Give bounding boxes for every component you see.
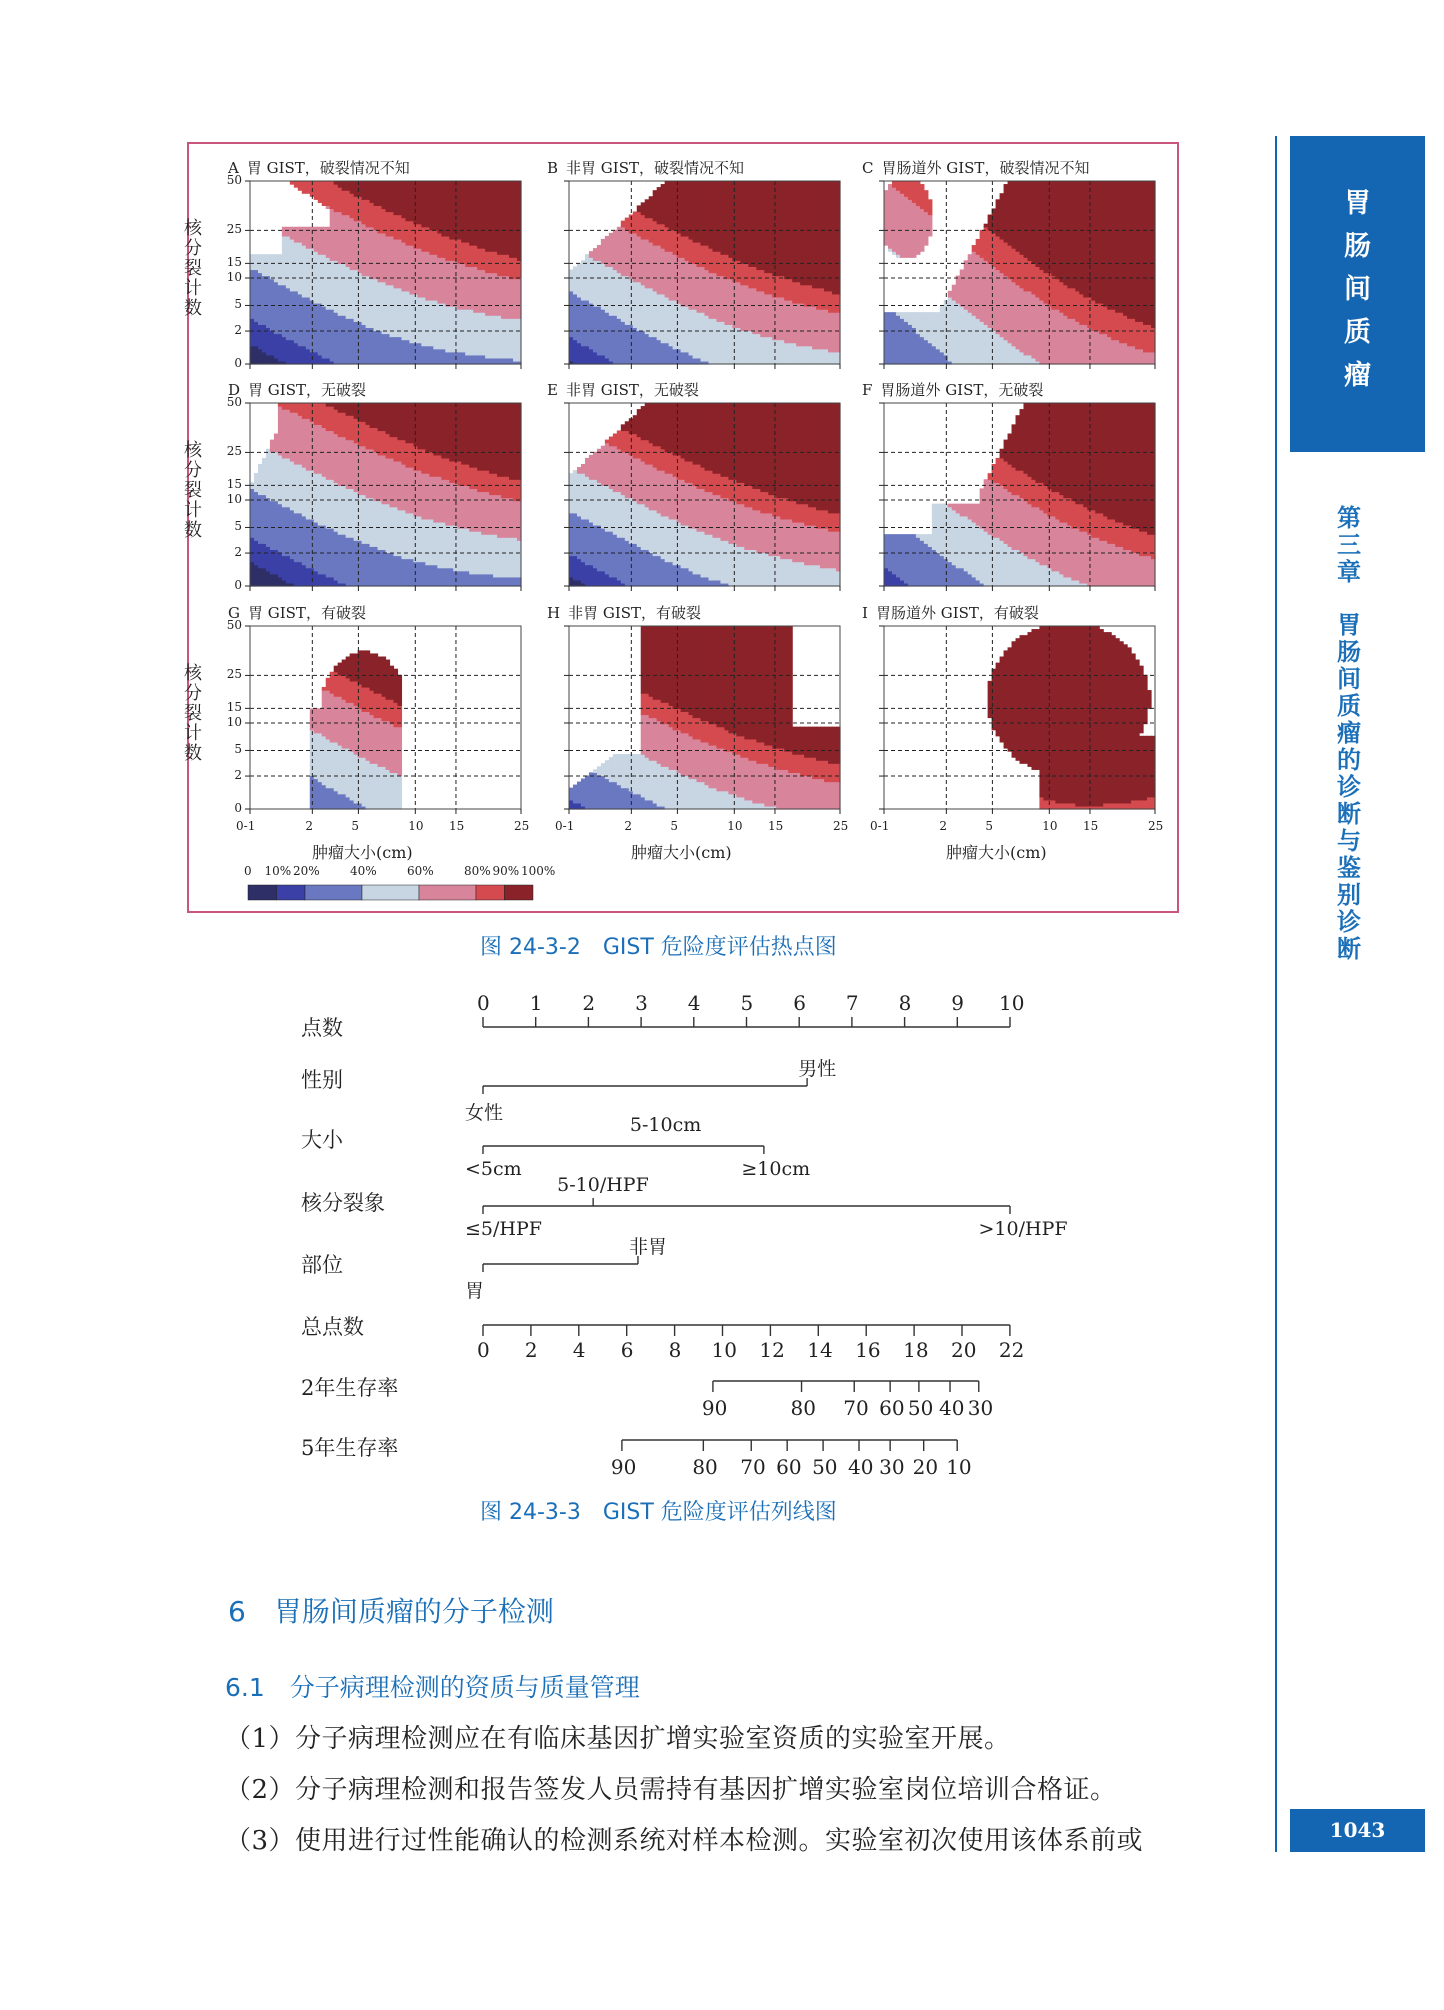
survival-tick-label: 10 bbox=[946, 1455, 972, 1479]
survival-tick-label: 30 bbox=[967, 1396, 994, 1420]
points-tick-label: 8 bbox=[898, 991, 912, 1015]
points-tick-label: 3 bbox=[635, 991, 648, 1015]
predictor-level-label: ≥10cm bbox=[741, 1158, 811, 1180]
points-tick-label: 2 bbox=[582, 991, 596, 1015]
panel-letter: B bbox=[547, 159, 559, 177]
total-points-tick-label: 10 bbox=[711, 1338, 737, 1362]
y-axis-label: 核分裂计数 bbox=[184, 440, 202, 541]
paragraph: （3）使用进行过性能确认的检测系统对样本检测。实验室初次使用该体系前或 bbox=[225, 1826, 1144, 1856]
y-tick-label: 5 bbox=[234, 519, 242, 534]
survival-tick-label: 80 bbox=[692, 1455, 718, 1479]
y-tick-label: 25 bbox=[226, 444, 242, 459]
legend-label: 20% bbox=[293, 864, 320, 878]
panel-letter: D bbox=[228, 381, 241, 399]
y-tick-label: 10 bbox=[226, 269, 242, 284]
x-axis-label: 肿瘤大小(cm) bbox=[631, 843, 732, 862]
y-tick-label: 0 bbox=[234, 356, 242, 370]
figure-caption-heatmap: 图 24-3-2 GIST 危险度评估热点图 bbox=[480, 935, 837, 960]
points-tick-label: 7 bbox=[845, 991, 859, 1015]
points-tick-label: 10 bbox=[999, 991, 1025, 1015]
total-points-tick-label: 8 bbox=[668, 1338, 682, 1362]
predictor-level-label: 胃 bbox=[465, 1280, 485, 1302]
y-tick-label: 50 bbox=[226, 173, 242, 187]
survival-tick-label: 60 bbox=[879, 1396, 905, 1420]
predictor-level-label: <5cm bbox=[465, 1158, 522, 1180]
legend-label: 100% bbox=[521, 864, 556, 878]
y-tick-label: 5 bbox=[234, 742, 242, 757]
panel-letter: H bbox=[547, 604, 561, 622]
section-heading: 6 胃肠间质瘤的分子检测 bbox=[228, 1595, 554, 1628]
panel-letter: F bbox=[862, 381, 873, 399]
x-tick-label: 0-1 bbox=[555, 819, 575, 833]
y-tick-label: 0 bbox=[234, 578, 242, 592]
part-title-char: 瘤 bbox=[1344, 360, 1371, 391]
x-tick-label: 25 bbox=[1148, 819, 1164, 833]
five-year-survival-label: 5年生存率 bbox=[301, 1436, 399, 1460]
legend-label: 90% bbox=[492, 864, 520, 878]
chapter-number: 第三章 bbox=[1337, 504, 1361, 586]
total-points-tick-label: 20 bbox=[951, 1338, 977, 1362]
part-title-box bbox=[1290, 136, 1425, 452]
y-tick-label: 10 bbox=[226, 714, 242, 729]
y-tick-label: 0 bbox=[234, 801, 242, 815]
survival-tick-label: 30 bbox=[879, 1455, 905, 1479]
y-tick-label: 10 bbox=[226, 491, 242, 506]
panel-title-text: 胃 GIST，有破裂 bbox=[247, 604, 366, 622]
x-tick-label: 5 bbox=[670, 819, 679, 833]
predictor-level-label: 女性 bbox=[465, 1102, 504, 1124]
nomogram-row-label: 性别 bbox=[301, 1068, 343, 1092]
page-number: 1043 bbox=[1329, 1818, 1386, 1842]
total-points-tick-label: 22 bbox=[998, 1338, 1025, 1362]
x-tick-label: 10 bbox=[1042, 819, 1058, 833]
x-tick-label: 5 bbox=[351, 819, 360, 833]
nomogram-row-label: 核分裂象 bbox=[301, 1191, 385, 1215]
x-tick-label: 0-1 bbox=[236, 819, 256, 833]
y-tick-label: 2 bbox=[234, 768, 242, 783]
x-tick-label: 25 bbox=[833, 819, 849, 833]
y-tick-label: 25 bbox=[226, 667, 242, 682]
page-number-box bbox=[1290, 1809, 1425, 1852]
part-title-char: 肠 bbox=[1344, 231, 1371, 262]
nomogram-row-label: 大小 bbox=[301, 1128, 343, 1152]
y-tick-label: 50 bbox=[226, 395, 242, 409]
predictor-level-label: 5-10/HPF bbox=[557, 1174, 649, 1196]
panel-title-text: 胃 GIST，无破裂 bbox=[248, 381, 366, 399]
x-tick-label: 15 bbox=[448, 819, 465, 833]
panel-title-text: 非胃 GIST，无破裂 bbox=[565, 381, 699, 399]
survival-tick-label: 60 bbox=[776, 1455, 802, 1479]
points-tick-label: 9 bbox=[951, 991, 965, 1015]
y-tick-label: 2 bbox=[234, 323, 242, 338]
y-axis-label: 核分裂计数 bbox=[184, 663, 202, 764]
x-tick-label: 5 bbox=[985, 819, 994, 833]
total-points-tick-label: 0 bbox=[477, 1338, 490, 1362]
y-tick-label: 5 bbox=[234, 297, 242, 312]
total-points-tick-label: 18 bbox=[903, 1338, 929, 1362]
sidebar-divider bbox=[1275, 136, 1277, 1852]
survival-tick-label: 50 bbox=[907, 1396, 934, 1420]
points-tick-label: 1 bbox=[529, 991, 543, 1015]
predictor-level-label: 非胃 bbox=[628, 1236, 667, 1258]
panel-letter: C bbox=[862, 159, 874, 177]
total-points-tick-label: 6 bbox=[620, 1338, 634, 1362]
panel-letter: A bbox=[228, 159, 239, 177]
x-axis-label: 肿瘤大小(cm) bbox=[946, 843, 1047, 862]
panel-title-text: 胃肠道外 GIST，有破裂 bbox=[875, 604, 1039, 622]
legend-label: 60% bbox=[407, 864, 434, 878]
panel-title-text: 非胃 GIST，破裂情况不知 bbox=[566, 159, 744, 177]
survival-tick-label: 90 bbox=[701, 1396, 728, 1420]
points-tick-label: 6 bbox=[793, 991, 806, 1015]
part-title-char: 胃 bbox=[1344, 188, 1371, 219]
total-points-label: 总点数 bbox=[301, 1315, 364, 1339]
legend-label: 0 bbox=[244, 864, 252, 878]
panel-letter: G bbox=[228, 604, 240, 622]
total-points-tick-label: 16 bbox=[855, 1338, 881, 1362]
survival-tick-label: 70 bbox=[843, 1396, 869, 1420]
chapter-title: 胃肠间质瘤的诊断与鉴别诊断 bbox=[1337, 611, 1361, 963]
panel-title-text: 胃 GIST，破裂情况不知 bbox=[246, 159, 410, 177]
y-tick-label: 15 bbox=[226, 477, 242, 492]
x-axis-label: 肿瘤大小(cm) bbox=[312, 843, 413, 862]
panel-letter: I bbox=[862, 604, 868, 622]
x-tick-label: 0-1 bbox=[870, 819, 890, 833]
paragraph: （2）分子病理检测和报告签发人员需持有基因扩增实验室岗位培训合格证。 bbox=[225, 1775, 1117, 1805]
y-tick-label: 2 bbox=[234, 545, 242, 560]
survival-tick-label: 50 bbox=[812, 1455, 838, 1479]
survival-tick-label: 40 bbox=[939, 1396, 965, 1420]
total-points-tick-label: 12 bbox=[759, 1338, 785, 1362]
panel-letter: E bbox=[547, 381, 558, 399]
legend-label: 40% bbox=[350, 864, 377, 878]
two-year-survival-label: 2年生存率 bbox=[301, 1376, 399, 1400]
subsection-heading: 6.1 分子病理检测的资质与质量管理 bbox=[225, 1673, 640, 1702]
points-tick-label: 4 bbox=[687, 991, 701, 1015]
x-tick-label: 10 bbox=[408, 819, 424, 833]
y-tick-label: 15 bbox=[226, 255, 242, 270]
x-tick-label: 15 bbox=[1082, 819, 1099, 833]
x-tick-label: 2 bbox=[305, 819, 313, 833]
total-points-tick-label: 4 bbox=[572, 1338, 586, 1362]
x-tick-label: 2 bbox=[939, 819, 947, 833]
predictor-level-label: 男性 bbox=[798, 1058, 837, 1080]
y-axis-label: 核分裂计数 bbox=[184, 218, 202, 319]
predictor-level-label: >10/HPF bbox=[978, 1218, 1068, 1240]
predictor-level-label: ≤5/HPF bbox=[465, 1218, 542, 1240]
points-tick-label: 0 bbox=[477, 991, 490, 1015]
x-tick-label: 15 bbox=[767, 819, 784, 833]
panel-title-text: 胃肠道外 GIST，无破裂 bbox=[880, 381, 1044, 399]
points-label: 点数 bbox=[301, 1016, 343, 1040]
x-tick-label: 25 bbox=[514, 819, 530, 833]
total-points-tick-label: 2 bbox=[524, 1338, 538, 1362]
y-tick-label: 15 bbox=[226, 700, 242, 715]
survival-tick-label: 70 bbox=[740, 1455, 766, 1479]
survival-tick-label: 90 bbox=[610, 1455, 637, 1479]
figure-caption-nomogram: 图 24-3-3 GIST 危险度评估列线图 bbox=[480, 1500, 837, 1525]
x-tick-label: 10 bbox=[727, 819, 743, 833]
legend-label: 80% bbox=[464, 864, 491, 878]
y-tick-label: 50 bbox=[226, 618, 242, 632]
survival-tick-label: 20 bbox=[912, 1455, 939, 1479]
legend-label: 10% bbox=[264, 864, 292, 878]
survival-tick-label: 40 bbox=[848, 1455, 874, 1479]
survival-tick-label: 80 bbox=[790, 1396, 816, 1420]
nomogram-row-label: 部位 bbox=[301, 1253, 343, 1277]
paragraph: （1）分子病理检测应在有临床基因扩增实验室资质的实验室开展。 bbox=[225, 1724, 1011, 1754]
predictor-level-label: 5-10cm bbox=[629, 1114, 702, 1136]
points-tick-label: 5 bbox=[740, 991, 754, 1015]
panel-title-text: 非胃 GIST，有破裂 bbox=[568, 604, 702, 622]
total-points-tick-label: 14 bbox=[807, 1338, 833, 1362]
y-tick-label: 25 bbox=[226, 222, 242, 237]
x-tick-label: 2 bbox=[624, 819, 632, 833]
part-title-char: 质 bbox=[1344, 317, 1371, 348]
panel-title-text: 胃肠道外 GIST，破裂情况不知 bbox=[881, 159, 1090, 177]
part-title-char: 间 bbox=[1344, 274, 1371, 305]
